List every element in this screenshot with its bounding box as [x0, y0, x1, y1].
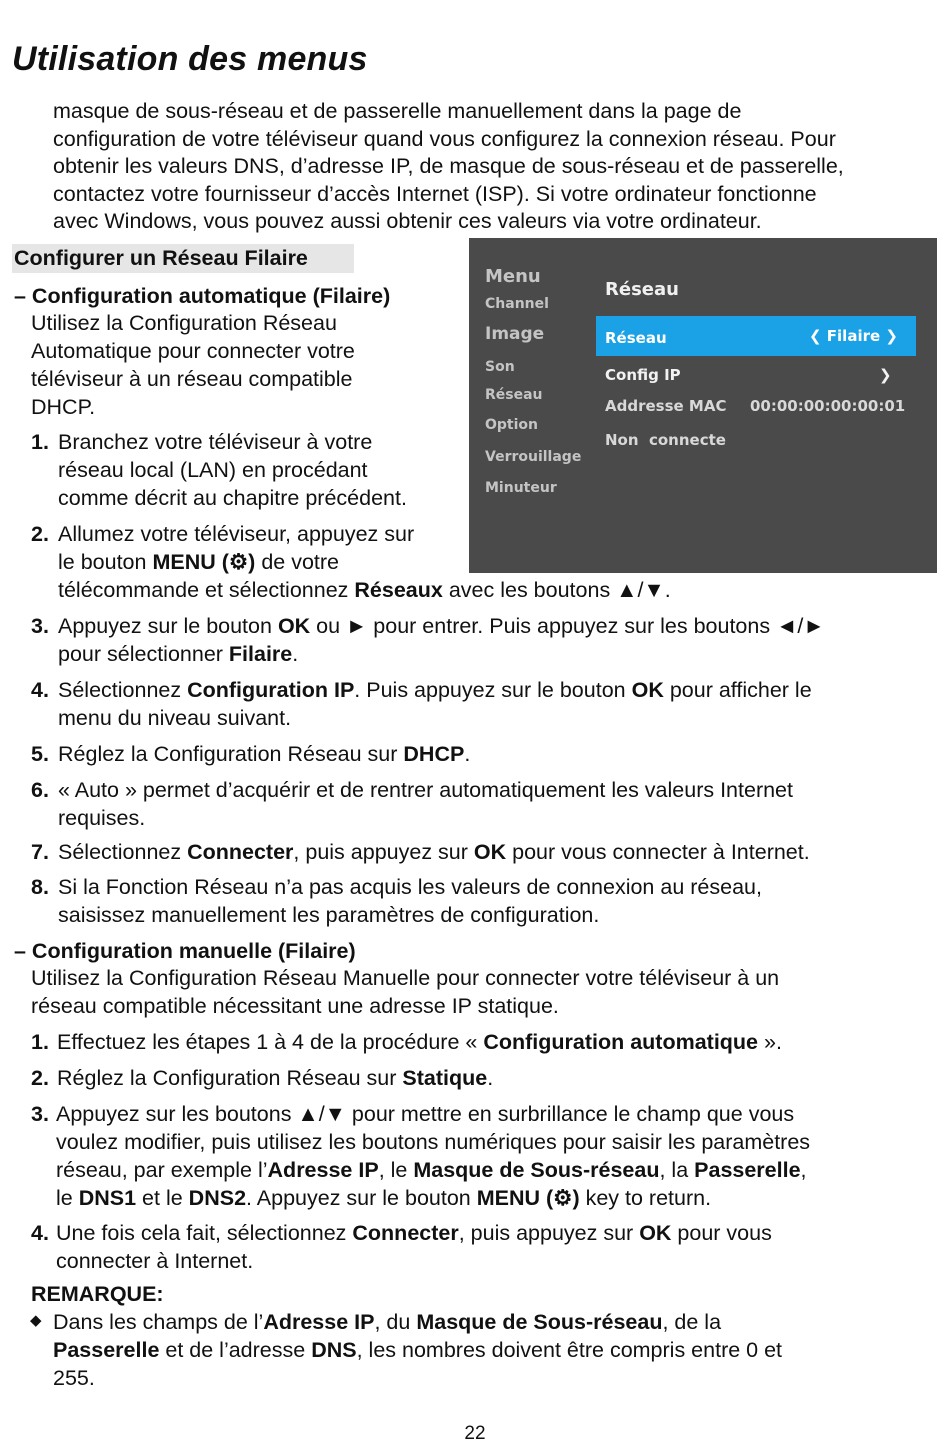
text-run: Filaire	[228, 642, 293, 666]
tv-mac-label: Addresse MAC	[605, 397, 727, 415]
text-run: DNS2	[188, 1186, 247, 1210]
auto-config-heading: – Configuration automatique (Filaire)	[14, 284, 391, 308]
text-run: Masque de Sous-réseau	[416, 1310, 663, 1334]
step-text	[58, 548, 339, 576]
text-run: avec les boutons ▲/▼.	[442, 578, 671, 602]
intro-line: obtenir les valeurs DNS, d’adresse IP, de masque de sous-réseau et de passerelle,	[53, 154, 844, 178]
step-text: Si la Fonction Réseau n’a pas acquis les valeurs de connexion au réseau,	[58, 875, 762, 899]
step-number: 3.	[31, 614, 49, 638]
tv-menu-item-verrouillage: Verrouillage	[485, 449, 582, 465]
step-text	[57, 1064, 493, 1092]
text-run: le	[56, 1186, 79, 1210]
auto-desc-line: Utilisez la Configuration Réseau	[31, 311, 337, 335]
step-text: voulez modifier, puis utilisez les boutons numériques pour saisir les paramètres	[56, 1130, 811, 1154]
text-run: DNS1	[78, 1186, 137, 1210]
step-text: Branchez votre téléviseur à votre	[58, 430, 373, 454]
menu-key-label: MENU (	[152, 550, 229, 574]
text-run: Réglez la Configuration Réseau sur	[57, 1066, 403, 1090]
step-text	[58, 676, 812, 704]
text-run: OK	[639, 1221, 672, 1245]
text-run: Réglez la Configuration Réseau sur	[58, 742, 404, 766]
manual-config-heading: – Configuration manuelle (Filaire)	[14, 939, 356, 963]
text-run: .	[487, 1066, 494, 1090]
text-run: , puis appuyez sur	[293, 840, 474, 864]
intro-line: avec Windows, vous pouvez aussi obtenir ces valeurs via votre ordinateur.	[53, 209, 762, 233]
menu-key-label: MENU (	[476, 1186, 554, 1210]
text-run: , de la	[662, 1310, 722, 1334]
text-run: Dans les champs de l’	[53, 1310, 264, 1334]
step-text: Allumez votre téléviseur, appuyez sur	[58, 522, 415, 546]
text-run: )	[572, 1186, 580, 1210]
step-text: Appuyez sur les boutons ▲/▼ pour mettre en surbrillance le champ que vous	[56, 1102, 795, 1126]
text-run: Une fois cela fait, sélectionnez	[56, 1221, 353, 1245]
step-text	[58, 838, 810, 866]
text-run: , les nombres doivent être compris entre 0 et	[356, 1338, 783, 1362]
text-run: et de l’adresse	[159, 1338, 312, 1362]
text-run: pour afficher le	[663, 678, 812, 702]
intro-line: masque de sous-réseau et de passerelle manuellement dans la page de	[53, 99, 742, 123]
step-number: 1.	[31, 1030, 49, 1054]
text-run: Appuyez sur le bouton	[58, 614, 278, 638]
tv-highlight-label: Réseau	[605, 329, 667, 347]
text-run: ,	[800, 1158, 807, 1182]
step-number: 4.	[31, 678, 49, 702]
step-text: comme décrit au chapitre précédent.	[58, 486, 407, 510]
gear-icon: ⚙	[553, 1186, 573, 1210]
step-number: 2.	[31, 522, 49, 546]
step-number: 5.	[31, 742, 49, 766]
tv-menu-item-image: Image	[485, 324, 545, 344]
text-run: ».	[758, 1030, 782, 1054]
note-text: 255.	[53, 1366, 95, 1390]
tv-menu-item-option: Option	[485, 417, 538, 433]
tv-highlight-value: ❮ Filaire ❯	[809, 327, 898, 345]
text-run: Sélectionnez	[58, 840, 188, 864]
step-number: 2.	[31, 1066, 49, 1090]
text-run: télécommande et sélectionnez	[58, 578, 355, 602]
step-text: connecter à Internet.	[56, 1249, 254, 1273]
tv-mac-value: 00:00:00:00:00:01	[750, 397, 906, 415]
manual-desc-line: réseau compatible nécessitant une adresse IP statique.	[31, 994, 559, 1018]
text-run: pour sélectionner	[58, 642, 229, 666]
chevron-right-icon: ❯	[879, 366, 892, 384]
step-text	[58, 576, 671, 604]
tv-config-ip-label: Config IP	[605, 366, 681, 384]
text-run: , puis appuyez sur	[458, 1221, 640, 1245]
tv-menu-screenshot	[469, 238, 937, 573]
text-run: Adresse IP	[263, 1310, 375, 1334]
step-number: 3.	[31, 1102, 49, 1126]
text-run: , du	[374, 1310, 417, 1334]
text-run: ou ► pour entrer. Puis appuyez sur les boutons ◄/►	[310, 614, 825, 638]
auto-desc-line: téléviseur à un réseau compatible	[31, 367, 353, 391]
text-run: Configuration automatique	[483, 1030, 759, 1054]
text-run: , la	[659, 1158, 695, 1182]
text-run: .	[292, 642, 299, 666]
text-run: , le	[378, 1158, 414, 1182]
step-text	[57, 1028, 782, 1056]
text-run: Configuration IP	[187, 678, 355, 702]
text-run: et le	[136, 1186, 189, 1210]
text-run: Sélectionnez	[58, 678, 188, 702]
text-run: Passerelle	[53, 1338, 160, 1362]
step-text: « Auto » permet d’acquérir et de rentrer automatiquement les valeurs Internet	[58, 778, 793, 802]
text-run: DNS	[311, 1338, 357, 1362]
text-run: Réseaux	[354, 578, 443, 602]
gear-icon: ⚙	[228, 550, 249, 574]
tv-connection-status: Non connecte	[605, 431, 726, 449]
text-run: )	[248, 550, 256, 574]
text-run: . Puis appuyez sur le bouton	[354, 678, 632, 702]
text-run: Passerelle	[694, 1158, 801, 1182]
text-run: .	[464, 742, 471, 766]
manual-desc-line: Utilisez la Configuration Réseau Manuelle pour connecter votre téléviseur à un	[31, 966, 780, 990]
step-number: 6.	[31, 778, 49, 802]
tv-menu-item-minuteur: Minuteur	[485, 480, 557, 496]
text-run: OK	[473, 840, 507, 864]
auto-desc-line: Automatique pour connecter votre	[31, 339, 355, 363]
section-heading: Configurer un Réseau Filaire	[12, 244, 354, 273]
tv-menu-item-son: Son	[485, 359, 515, 375]
text-run: pour vous connecter à Internet.	[506, 840, 810, 864]
intro-paragraph	[53, 98, 943, 236]
text-run: le bouton	[58, 550, 153, 574]
step-text: réseau local (LAN) en procédant	[58, 458, 368, 482]
step-number: 8.	[31, 875, 49, 899]
intro-line: configuration de votre téléviseur quand vous configurez la connexion réseau. Pour	[53, 126, 836, 151]
text-run: Connecter	[352, 1221, 459, 1245]
text-run: Adresse IP	[267, 1158, 379, 1182]
text-run: OK	[631, 678, 664, 702]
step-number: 4.	[31, 1221, 49, 1245]
text-run: Effectuez les étapes 1 à 4 de la procédure «	[57, 1030, 484, 1054]
text-run: key to return.	[579, 1186, 712, 1210]
text-run: réseau, par exemple l’	[56, 1158, 268, 1182]
step-text	[56, 1219, 772, 1247]
text-run: de votre	[255, 550, 340, 574]
tv-panel-title: Réseau	[605, 279, 679, 300]
text-run: pour vous	[671, 1221, 772, 1245]
step-text	[56, 1156, 807, 1184]
text-run: Statique	[402, 1066, 488, 1090]
auto-desc-line: DHCP.	[31, 395, 96, 419]
bullet-icon: ◆	[30, 1312, 42, 1329]
text-run: DHCP	[403, 742, 465, 766]
text-run: . Appuyez sur le bouton	[246, 1186, 477, 1210]
note-text	[53, 1308, 721, 1336]
step-text	[58, 640, 298, 668]
step-text	[56, 1184, 711, 1212]
step-text: menu du niveau suivant.	[58, 706, 292, 730]
intro-line: contactez votre fournisseur d’accès Internet (ISP). Si votre ordinateur fonctionne	[53, 181, 817, 206]
step-text: requises.	[58, 806, 146, 830]
page-number: 22	[464, 1423, 486, 1444]
step-text	[58, 740, 470, 768]
step-number: 1.	[31, 430, 49, 454]
step-text	[58, 612, 825, 640]
page-title: Utilisation des menus	[12, 40, 368, 78]
step-text: saisissez manuellement les paramètres de configuration.	[58, 903, 600, 927]
note-text	[53, 1336, 782, 1364]
tv-menu-item-channel: Channel	[485, 296, 549, 312]
tv-menu-title: Menu	[485, 266, 541, 287]
step-number: 7.	[31, 840, 49, 864]
tv-menu-item-reseau: Réseau	[485, 387, 543, 403]
note-heading: REMARQUE:	[31, 1282, 164, 1306]
text-run: Masque de Sous-réseau	[413, 1158, 660, 1182]
text-run: OK	[277, 614, 311, 638]
text-run: Connecter	[187, 840, 294, 864]
